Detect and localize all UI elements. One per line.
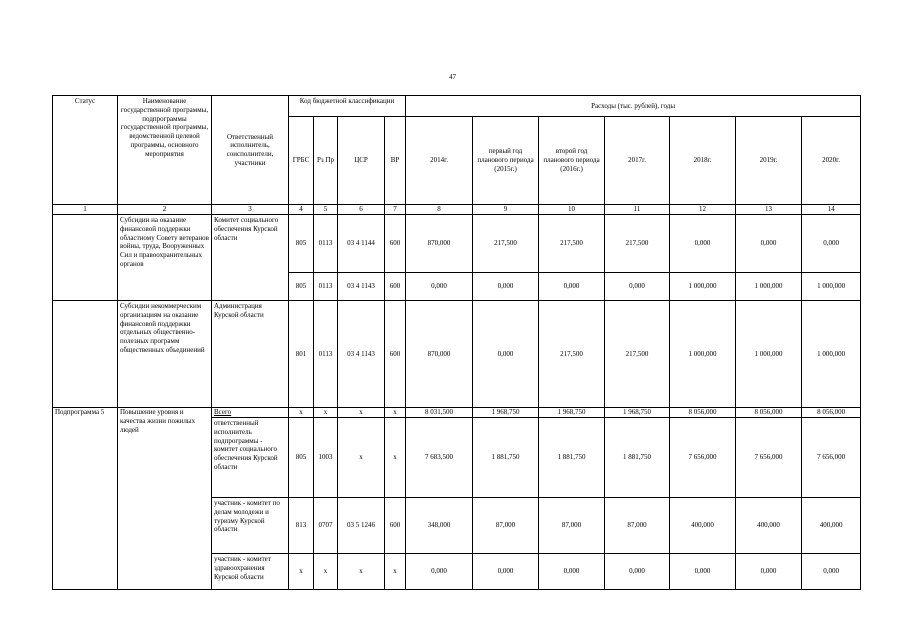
value-2015: 1 968,750: [473, 408, 539, 418]
page-number: 47: [449, 73, 456, 81]
csr-cell: x: [338, 408, 385, 418]
value-2015: 0,000: [473, 554, 539, 590]
header-y2017: 2017г.: [605, 117, 670, 205]
measure-name: Повышение уровня и качества жизни пожилых людей: [118, 408, 212, 590]
executor-name: Администрация Курской области: [212, 301, 289, 408]
value-2017: 217,500: [605, 215, 670, 273]
header-grbs: ГРБС: [289, 117, 314, 205]
col-number: 9: [473, 205, 539, 215]
measure-name: Субсидии некоммерческим организациям на оказание финансовой поддержки отдельных общественно-полезных программ общественных объединений: [118, 301, 212, 408]
header-y2014: 2014г.: [406, 117, 473, 205]
col-number: 8: [406, 205, 473, 215]
value-2020: 400,000: [802, 498, 861, 554]
header-budget-code: Код бюджетной классификации: [289, 96, 406, 117]
csr-cell: x: [338, 418, 385, 498]
vr-cell: 600: [385, 273, 406, 301]
value-2020: 8 056,000: [802, 408, 861, 418]
grbs-cell: 813: [289, 498, 314, 554]
rzpr-cell: 1003: [314, 418, 338, 498]
vr-cell: x: [385, 418, 406, 498]
value-2020: 1 000,000: [802, 273, 861, 301]
value-2015: 217,500: [473, 215, 539, 273]
col-number: 12: [670, 205, 736, 215]
value-2015: 87,000: [473, 498, 539, 554]
value-2019: 400,000: [736, 498, 802, 554]
col-number: 10: [539, 205, 605, 215]
value-2014: 870,000: [406, 301, 473, 408]
value-2017: 0,000: [605, 273, 670, 301]
col-number: 7: [385, 205, 406, 215]
grbs-cell: x: [289, 554, 314, 590]
vr-cell: x: [385, 408, 406, 418]
value-2018: 0,000: [670, 554, 736, 590]
measure-name: Субсидии на оказание финансовой поддержки областному Совету ветеранов войны, труда, Вооруженных Сил и правоохранительных органов: [118, 215, 212, 301]
header-y2016: второй год планового периода (2016г.): [539, 117, 605, 205]
value-2014: 870,000: [406, 215, 473, 273]
col-number: 3: [212, 205, 289, 215]
header-status: Статус: [53, 96, 118, 205]
value-2019: 8 056,000: [736, 408, 802, 418]
value-2019: 0,000: [736, 215, 802, 273]
value-2020: 7 656,000: [802, 418, 861, 498]
value-2014: 8 031,500: [406, 408, 473, 418]
col-number: 5: [314, 205, 338, 215]
value-2018: 400,000: [670, 498, 736, 554]
header-y2015: первый год планового периода (2015г.): [473, 117, 539, 205]
value-2019: 0,000: [736, 554, 802, 590]
vr-cell: 600: [385, 301, 406, 408]
value-2015: 0,000: [473, 301, 539, 408]
header-name: Наименование государственной программы, подпрограммы государственной программы, ведомственной целевой программы, основного мероприятия: [118, 96, 212, 205]
value-2016: 0,000: [539, 554, 605, 590]
value-2020: 1 000,000: [802, 301, 861, 408]
executor-name: участник - комитет по делам молодежи и туризму Курской области: [212, 498, 289, 554]
col-number: 14: [802, 205, 861, 215]
table-row: [53, 215, 861, 273]
header-y2020: 2020г.: [802, 117, 861, 205]
table-row: [53, 408, 861, 418]
csr-cell: 03 5 1246: [338, 498, 385, 554]
col-number: 11: [605, 205, 670, 215]
rzpr-cell: 0113: [314, 215, 338, 273]
csr-cell: 03 4 1143: [338, 273, 385, 301]
value-2019: 1 000,000: [736, 273, 802, 301]
value-2018: 8 056,000: [670, 408, 736, 418]
header-y2019: 2019г.: [736, 117, 802, 205]
column-numbers-row: [53, 205, 861, 215]
value-2016: 217,500: [539, 301, 605, 408]
value-2016: 1 968,750: [539, 408, 605, 418]
value-2017: 87,000: [605, 498, 670, 554]
table-row: [53, 301, 861, 408]
header-rzpr: Рз Пр: [314, 117, 338, 205]
grbs-cell: 805: [289, 418, 314, 498]
executor-name: ответственный исполнитель подпрограммы - комитет социального обеспечения Курской области: [212, 418, 289, 498]
grbs-cell: 805: [289, 215, 314, 273]
value-2017: 1 968,750: [605, 408, 670, 418]
status-cell: [53, 301, 118, 408]
value-2017: 1 881,750: [605, 418, 670, 498]
csr-cell: 03 4 1143: [338, 301, 385, 408]
rzpr-cell: 0707: [314, 498, 338, 554]
value-2014: 0,000: [406, 273, 473, 301]
vr-cell: x: [385, 554, 406, 590]
executor-name: Всего: [212, 408, 289, 418]
value-2016: 1 881,750: [539, 418, 605, 498]
value-2014: 348,000: [406, 498, 473, 554]
csr-cell: x: [338, 554, 385, 590]
value-2018: 1 000,000: [670, 301, 736, 408]
value-2020: 0,000: [802, 554, 861, 590]
vr-cell: 600: [385, 215, 406, 273]
value-2015: 0,000: [473, 273, 539, 301]
vr-cell: 600: [385, 498, 406, 554]
header-y2018: 2018г.: [670, 117, 736, 205]
budget-table: [52, 95, 861, 590]
value-2018: 7 656,000: [670, 418, 736, 498]
grbs-cell: x: [289, 408, 314, 418]
value-2018: 0,000: [670, 215, 736, 273]
header-vr: ВР: [385, 117, 406, 205]
value-2018: 1 000,000: [670, 273, 736, 301]
grbs-cell: 805: [289, 273, 314, 301]
rzpr-cell: 0113: [314, 273, 338, 301]
value-2017: 217,500: [605, 301, 670, 408]
col-number: 1: [53, 205, 118, 215]
executor-name: участник - комитет здравоохранения Курской области: [212, 554, 289, 590]
value-2016: 0,000: [539, 273, 605, 301]
col-number: 6: [338, 205, 385, 215]
rzpr-cell: 0113: [314, 301, 338, 408]
value-2017: 0,000: [605, 554, 670, 590]
executor-name: Комитет социального обеспечения Курской области: [212, 215, 289, 301]
col-number: 13: [736, 205, 802, 215]
value-2014: 7 683,500: [406, 418, 473, 498]
header-csr: ЦСР: [338, 117, 385, 205]
header-expenses: Расходы (тыс. рублей), годы: [406, 96, 861, 117]
rzpr-cell: x: [314, 554, 338, 590]
value-2019: 1 000,000: [736, 301, 802, 408]
csr-cell: 03 4 1144: [338, 215, 385, 273]
status-cell: [53, 215, 118, 301]
value-2016: 217,500: [539, 215, 605, 273]
col-number: 4: [289, 205, 314, 215]
value-2020: 0,000: [802, 215, 861, 273]
value-2016: 87,000: [539, 498, 605, 554]
grbs-cell: 801: [289, 301, 314, 408]
value-2019: 7 656,000: [736, 418, 802, 498]
value-2014: 0,000: [406, 554, 473, 590]
col-number: 2: [118, 205, 212, 215]
status-cell: Подпрограмма 5: [53, 408, 118, 590]
rzpr-cell: x: [314, 408, 338, 418]
header-executor: Ответственный исполнитель, соисполнители, участники: [212, 96, 289, 205]
value-2015: 1 881,750: [473, 418, 539, 498]
